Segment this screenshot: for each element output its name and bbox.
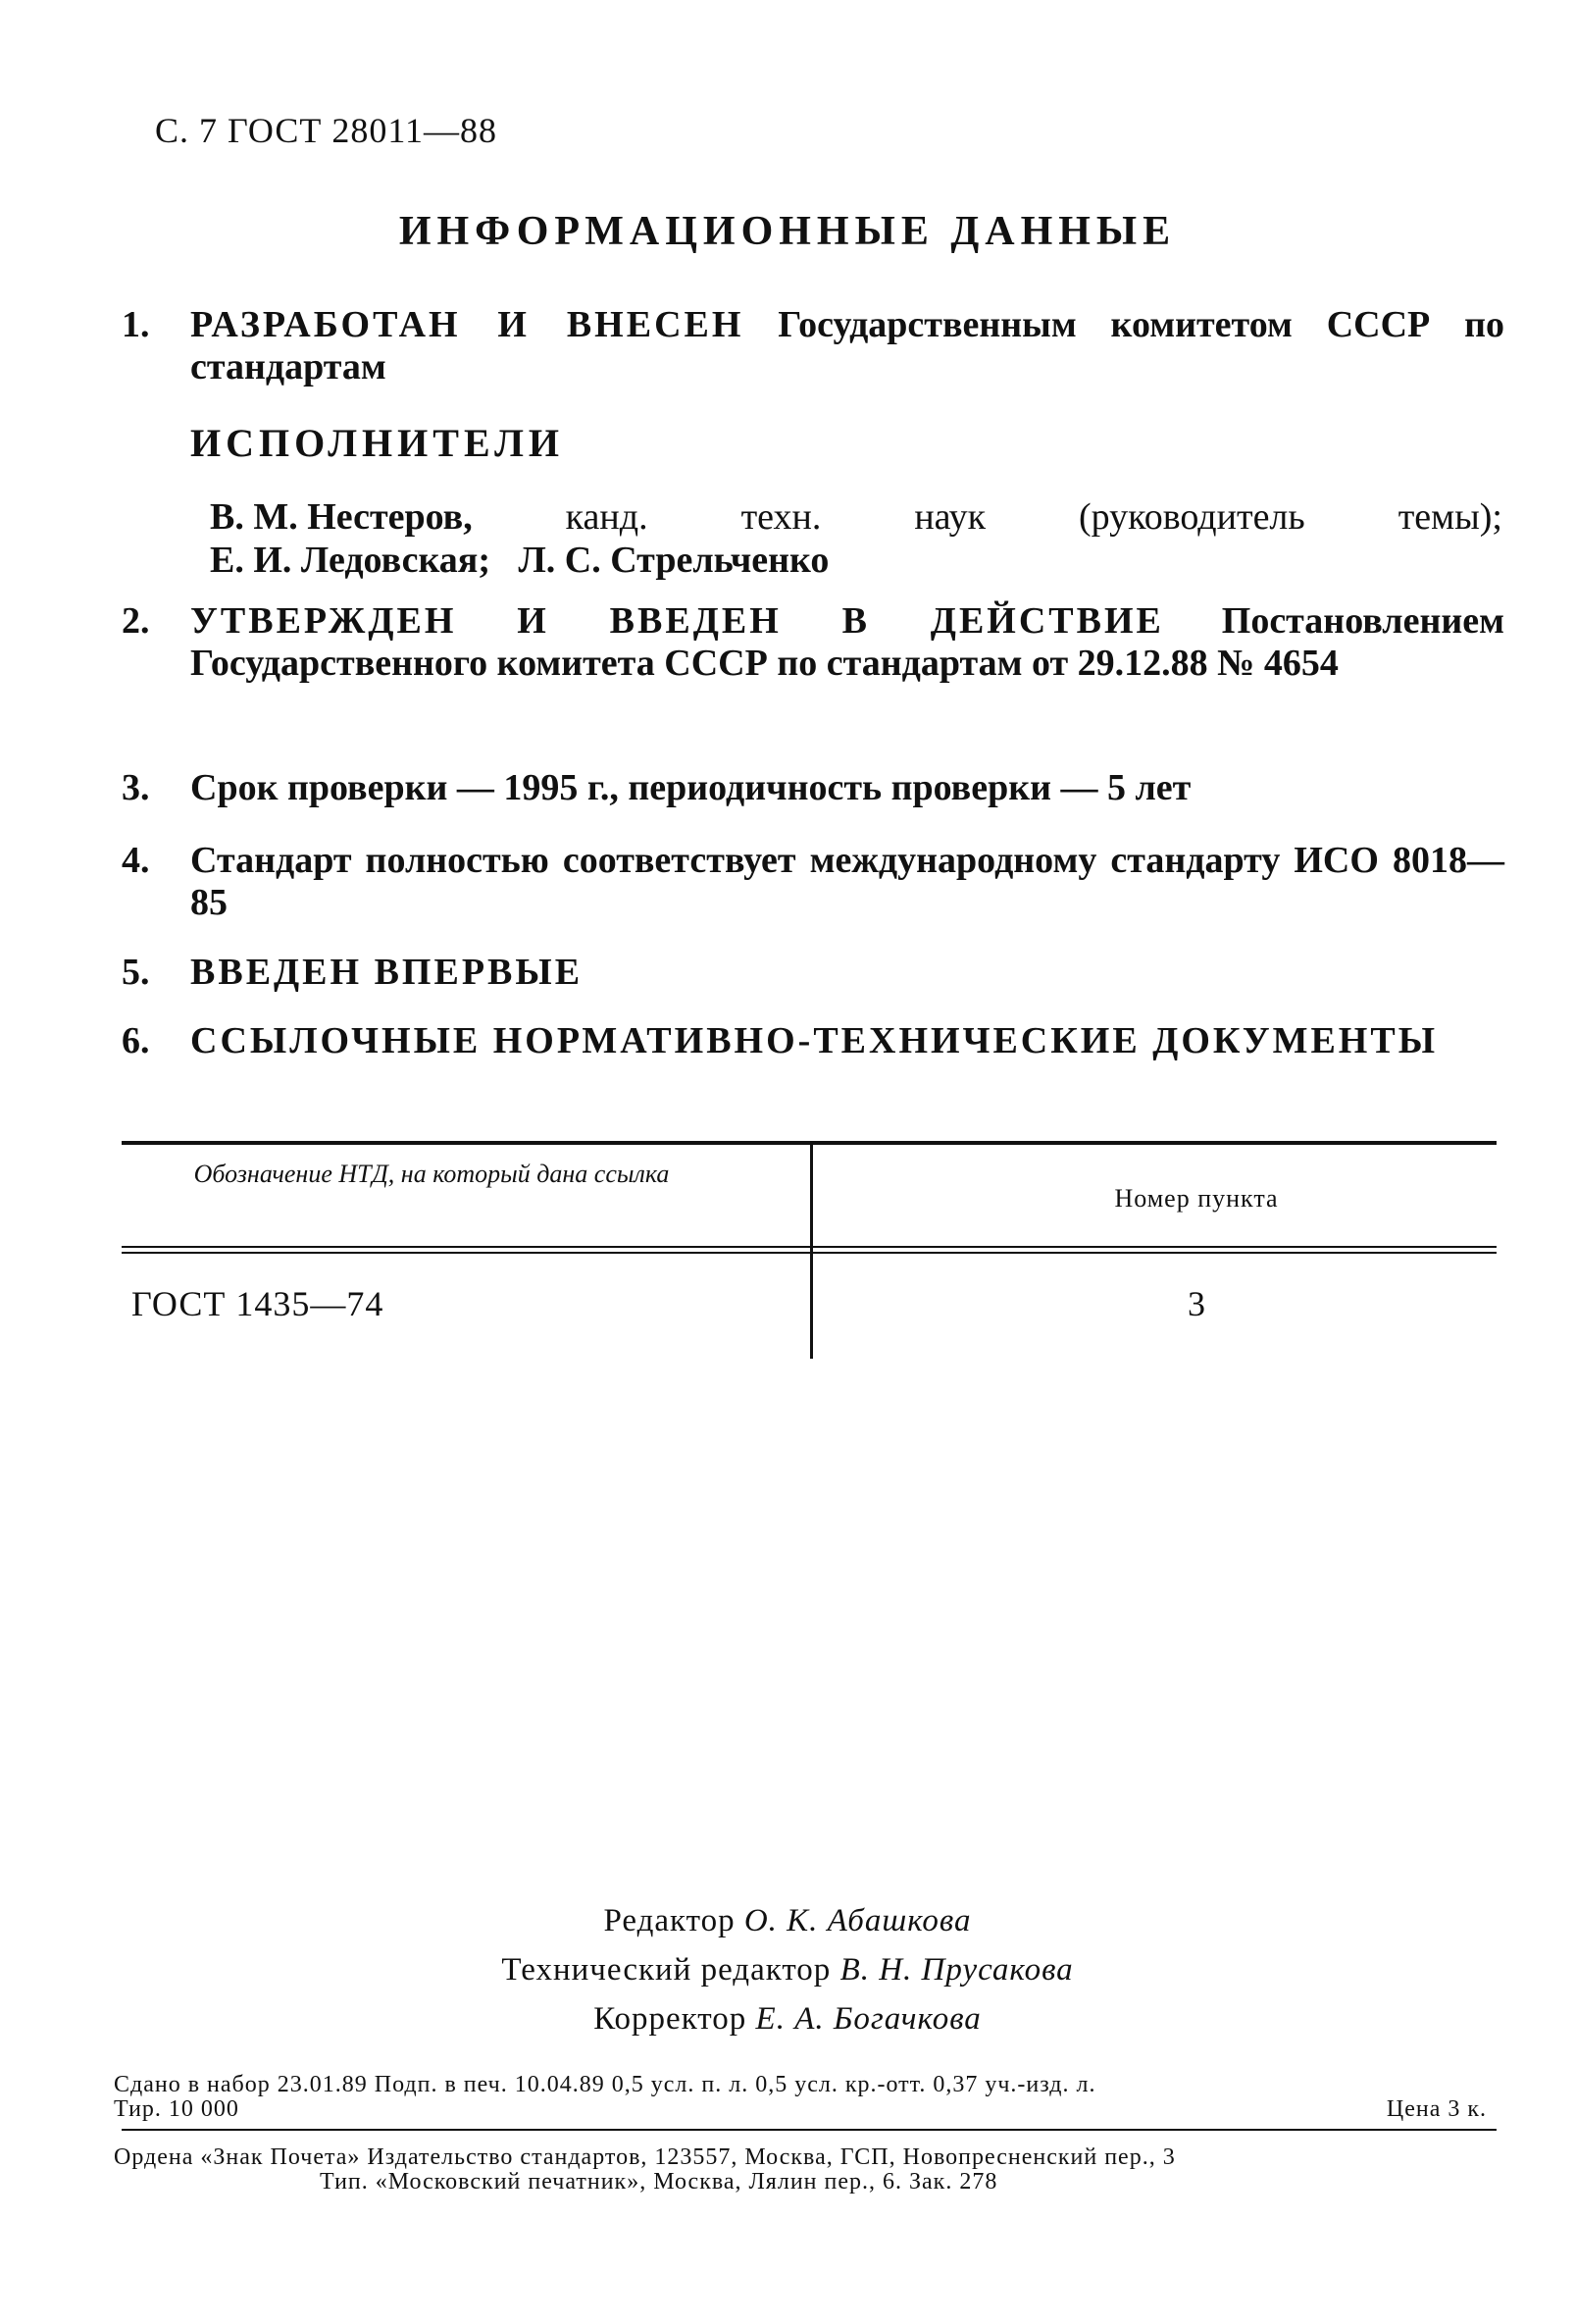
footer-rule	[122, 2129, 1497, 2131]
item-number: 4.	[122, 840, 150, 881]
table-header-rule	[122, 1252, 1497, 1254]
item-text: Постановлением Государственного комитета СССР по стандартам от 29.12.88 № 4654	[190, 600, 1505, 684]
executor-role-word: техн.	[740, 496, 822, 538]
table-top-rule	[122, 1141, 1497, 1145]
executor-name: Л. С. Стрельченко	[518, 540, 830, 581]
executors-heading: ИСПОЛНИТЕЛИ	[190, 421, 565, 465]
footer-line: Тип. «Московский печатник», Москва, Лялин пер., 6. Зак. 278	[320, 2169, 998, 2195]
publisher-footer	[114, 2145, 1487, 2195]
item-text: Государственным комитетом СССР по стандартам	[190, 304, 1504, 387]
page-header: С. 7 ГОСТ 28011—88	[155, 111, 498, 150]
imprint-block	[114, 2073, 1487, 2122]
table-header-rule	[122, 1246, 1497, 1248]
info-item-2	[122, 600, 1504, 685]
executor-name: В. М. Нестеров,	[210, 496, 473, 538]
credit-name: О. К. Абашкова	[743, 1903, 972, 1938]
footer-line: Ордена «Знак Почета» Издательство стандартов, 123557, Москва, ГСП, Новопресненский пер., 3	[114, 2144, 1176, 2170]
credit-label: Технический редактор	[501, 1952, 832, 1988]
credit-tech-editor	[0, 1952, 1575, 1988]
imprint-circulation: Тир. 10 000	[114, 2096, 239, 2122]
info-item-4	[122, 840, 1504, 924]
credit-label: Редактор	[603, 1903, 736, 1938]
table-cell-clause: 3	[1188, 1284, 1205, 1323]
page-title: ИНФОРМАЦИОННЫЕ ДАННЫЕ	[398, 209, 1177, 254]
item-number: 2.	[122, 600, 150, 642]
executor-name: Е. И. Ледовская;	[210, 540, 490, 581]
table-cell-document: ГОСТ 1435—74	[131, 1284, 384, 1323]
table-header-clause: Номер пункта	[1114, 1184, 1279, 1213]
item-caps: ВВЕДЕН ВПЕРВЫЕ	[190, 952, 584, 993]
executor-role-word: темы);	[1397, 496, 1502, 538]
item-number: 1.	[122, 304, 150, 345]
info-item-6	[122, 1020, 1504, 1062]
credit-corrector	[0, 2001, 1575, 2038]
imprint-line: Сдано в набор 23.01.89 Подп. в печ. 10.04.89 0,5 усл. п. л. 0,5 усл. кр.-отт. 0,37 уч.-изд. л.	[114, 2072, 1096, 2097]
item-number: 3.	[122, 767, 150, 808]
item-caps: УТВЕРЖДЕН И ВВЕДЕН В ДЕЙСТВИЕ	[190, 600, 1164, 642]
credit-name: В. Н. Прусакова	[839, 1952, 1074, 1988]
executor-role-word: канд.	[565, 496, 648, 538]
info-item-3	[122, 767, 1504, 809]
credit-name: Е. А. Богачкова	[755, 2001, 982, 2037]
imprint-price: Цена 3 к.	[1386, 2096, 1487, 2122]
item-number: 6.	[122, 1020, 150, 1061]
executor-role-word: наук	[914, 496, 987, 538]
item-caps: ССЫЛОЧНЫЕ НОРМАТИВНО-ТЕХНИЧЕСКИЕ ДОКУМЕНТЫ	[190, 1020, 1439, 1061]
item-text: Срок проверки — 1995 г., периодичность проверки — 5 лет	[190, 767, 1192, 808]
executor-role-word: (руководитель	[1079, 496, 1305, 538]
info-item-5	[122, 952, 1504, 994]
credit-editor	[0, 1903, 1575, 1939]
table-header-document: Обозначение НТД, на который дана ссылка	[193, 1160, 670, 1188]
table-column-divider	[810, 1141, 813, 1359]
executors-list	[210, 495, 1502, 582]
item-number: 5.	[122, 952, 150, 993]
item-caps: РАЗРАБОТАН И ВНЕСЕН	[190, 304, 744, 345]
item-text: Стандарт полностью соответствует международному стандарту ИСО 8018—85	[190, 840, 1504, 923]
info-item-1	[122, 304, 1504, 388]
credit-label: Корректор	[593, 2001, 747, 2037]
